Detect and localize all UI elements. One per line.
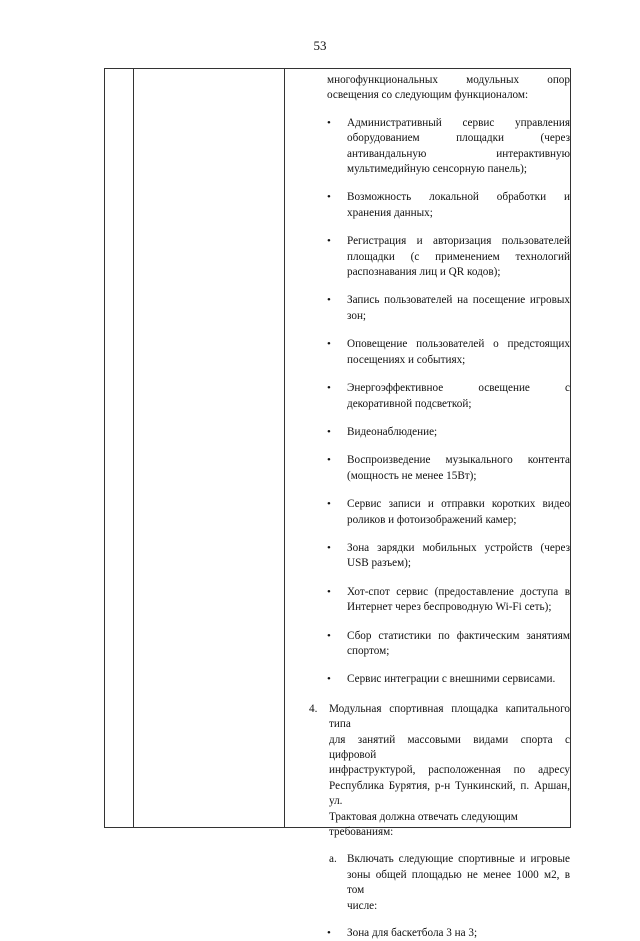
bullet-icon: • bbox=[327, 338, 331, 351]
list-item bbox=[309, 585, 570, 616]
text-line: Запись пользователей на посещение игровых bbox=[347, 294, 570, 307]
bullet-icon: • bbox=[327, 425, 331, 438]
text-line: Хот-спот сервис (предоставление доступа в bbox=[347, 585, 570, 598]
text-line: площадки (с применением технологий bbox=[347, 250, 570, 263]
bullet-icon: • bbox=[327, 294, 331, 307]
requirements-table bbox=[104, 68, 571, 940]
text-line: USB разъем); bbox=[347, 557, 412, 570]
item-number: 4. bbox=[309, 702, 318, 715]
bullet-icon: • bbox=[327, 541, 331, 554]
list-item bbox=[309, 453, 570, 484]
text-line: антивандальную интерактивную bbox=[347, 147, 570, 160]
text-line: Административный сервис управления bbox=[347, 116, 570, 129]
bullet-icon: • bbox=[327, 116, 331, 129]
bullet-icon: • bbox=[327, 927, 331, 940]
list-item bbox=[309, 497, 570, 528]
text-line: числе: bbox=[347, 899, 378, 912]
numbered-item-4 bbox=[309, 702, 570, 841]
text-line: Энергоэффективное освещение с bbox=[347, 382, 570, 395]
item-4-text bbox=[329, 702, 570, 841]
text-line: Трактовая должна отвечать следующим требованиям: bbox=[329, 810, 518, 839]
item-letter: a. bbox=[329, 853, 337, 866]
list-item bbox=[309, 629, 570, 660]
text-line: Оповещение пользователей о предстоящих bbox=[347, 338, 570, 351]
bullet-icon: • bbox=[327, 382, 331, 395]
text-line: хранения данных; bbox=[347, 206, 433, 219]
text-line: Зона зарядки мобильных устройств (через bbox=[347, 541, 570, 554]
intro-line: освещения со следующим функционалом: bbox=[327, 89, 529, 102]
text-line: роликов и фотоизображений камер; bbox=[347, 513, 517, 526]
text-line: Включать следующие спортивные и игровые bbox=[347, 853, 570, 866]
text-line: для занятий массовыми видами спорта с цифровой bbox=[329, 733, 570, 761]
list-item bbox=[309, 116, 570, 178]
text-line: Воспроизведение музыкального контента bbox=[347, 454, 570, 467]
text-line: инфраструктурой, расположенная по адресу bbox=[329, 764, 570, 777]
text-line: Интернет через беспроводную Wi-Fi сеть); bbox=[347, 601, 552, 614]
text-line: Зона для баскетбола 3 на 3; bbox=[347, 927, 478, 940]
text-line: Сервис записи и отправки коротких видео bbox=[347, 498, 570, 511]
intro-paragraph bbox=[327, 73, 570, 104]
text-line: (мощность не менее 15Вт); bbox=[347, 469, 477, 482]
list-item bbox=[309, 293, 570, 324]
text-line: Видеонаблюдение; bbox=[347, 425, 438, 438]
bullet-icon: • bbox=[327, 235, 331, 248]
text-line: Республика Бурятия, р-н Тункинский, п. Аршан, ул. bbox=[329, 779, 570, 808]
bullet-icon: • bbox=[327, 629, 331, 642]
list-item bbox=[309, 672, 570, 687]
list-item bbox=[309, 190, 570, 221]
bullet-icon: • bbox=[327, 585, 331, 598]
text-line: Возможность локальной обработки и bbox=[347, 191, 570, 204]
text-line: декоративной подсветкой; bbox=[347, 397, 472, 410]
text-line: оборудованием площадки (через bbox=[347, 132, 570, 145]
intro-line: многофункциональных модульных опор bbox=[327, 74, 570, 86]
text-line: распознавания лиц и QR кодов); bbox=[347, 266, 501, 279]
list-item bbox=[309, 541, 570, 572]
requirements-cell bbox=[309, 69, 570, 941]
bullet-icon: • bbox=[327, 498, 331, 511]
text-line: зон; bbox=[347, 309, 367, 322]
text-line: мультимедийную сенсорную панель); bbox=[347, 163, 527, 176]
table-column-divider-1 bbox=[133, 69, 134, 827]
text-line: Регистрация и авторизация пользователей bbox=[347, 235, 570, 248]
list-item bbox=[309, 381, 570, 412]
text-line: спортом; bbox=[347, 644, 390, 657]
text-line: Модульная спортивная площадка капитального типа bbox=[329, 702, 570, 731]
bullet-icon: • bbox=[327, 673, 331, 686]
text-line: Сбор статистики по фактическим занятиям bbox=[347, 629, 570, 642]
page-number: 53 bbox=[313, 38, 327, 53]
text-line: посещениях и событиях; bbox=[347, 353, 466, 366]
function-list bbox=[309, 116, 570, 688]
list-item bbox=[309, 337, 570, 368]
table-column-divider-2 bbox=[284, 69, 285, 827]
bullet-icon: • bbox=[327, 454, 331, 467]
list-item bbox=[309, 926, 570, 941]
list-item bbox=[309, 425, 570, 440]
list-item bbox=[309, 234, 570, 280]
bullet-icon: • bbox=[327, 191, 331, 204]
text-line: Сервис интеграции с внешними сервисами. bbox=[347, 673, 556, 686]
sports-zone-list bbox=[309, 926, 570, 941]
text-line: зоны общей площадью не менее 1000 м2, в том bbox=[347, 868, 570, 897]
